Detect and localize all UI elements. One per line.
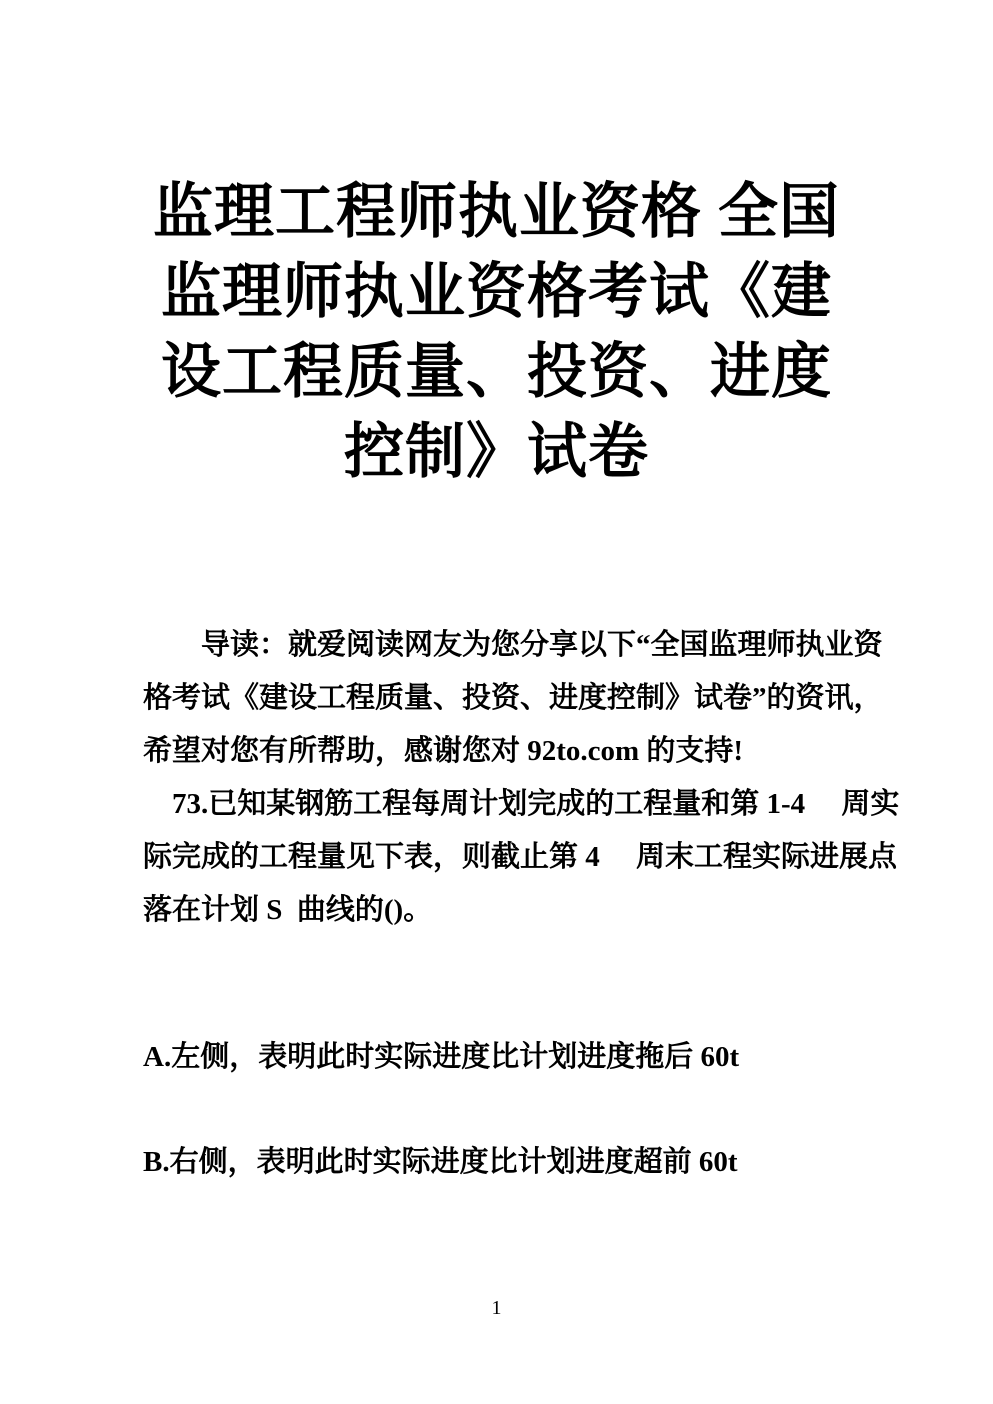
answer-option-b [143,1136,869,1189]
question-line-3: 落在计划 S 曲线的()。 [143,894,433,926]
question-line-1: 73.已知某钢筋工程每周计划完成的工程量和第 1-4 周实 [172,788,900,820]
page-title [0,172,993,492]
question-line-2: 际完成的工程量见下表，则截止第 4 周末工程实际进展点 [143,841,898,873]
intro-line-3: 希望对您有所帮助，感谢您对 92to.com 的支持! [143,735,744,767]
title-line-1: 监理工程师执业资格 全国 [153,179,840,245]
title-line-3: 设工程质量、投资、进度 [161,339,832,405]
answer-option-a [143,1031,869,1084]
option-a-text: A.左侧，表明此时实际进度比计划进度拖后 60t [143,1041,740,1073]
title-line-4: 控制》试卷 [344,419,649,485]
option-b-text: B.右侧，表明此时实际进度比计划进度超前 60t [143,1146,738,1178]
intro-line-2: 格考试《建设工程质量、投资、进度控制》试卷”的资讯， [143,682,883,714]
intro-paragraph [143,619,883,778]
page-number: 1 [491,1297,502,1319]
title-line-2: 监理师执业资格考试《建 [161,259,832,325]
intro-line-1: 导读：就爱阅读网友为您分享以下“全国监理师执业资 [201,629,883,661]
question-paragraph [143,778,900,937]
document-body [143,619,900,1189]
